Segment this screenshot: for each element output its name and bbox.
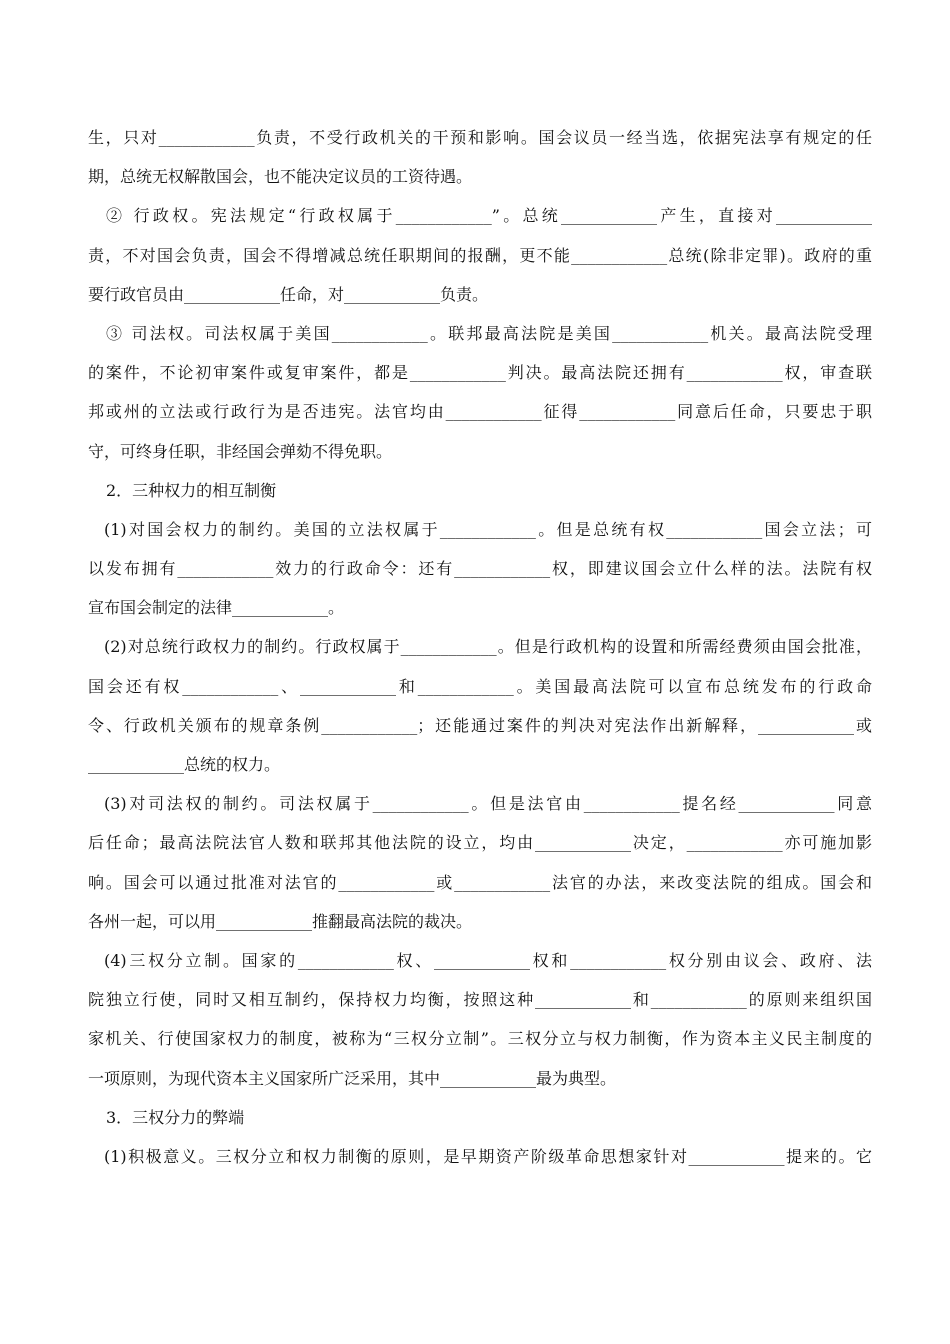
text-line: 一项原则，为现代资本主义国家所广泛采用，其中____________最为典型。 [88,1068,617,1088]
text-line: 责，不对国会负责，国会不得增减总统任职期间的报酬，更不能____________总统(除非定罪)。政府的重 [88,245,872,265]
text-line: (3)对司法权的制约。司法权属于____________。但是法官由____________提名经____________同意 [104,794,872,814]
text-line: 邦或州的立法或行政行为是否违宪。法官均由____________征得____________同意后任命，只要忠于职 [88,402,872,422]
text-line: 国会还有权____________、____________和____________。美国最高法院可以宣布总统发布的行政命 [88,676,872,696]
document-page [88,118,872,1176]
text-line: 要行政官员由____________任命，对____________负责。 [88,284,489,304]
text-line: 宣布国会制定的法律____________。 [88,598,345,618]
text-line: 各州一起，可以用____________推翻最高法院的裁决。 [88,911,473,931]
text-line: 令、行政机关颁布的规章条例____________；还能通过案件的判决对宪法作出新解释，____________或 [88,715,872,735]
text-line: (1)对国会权力的制约。美国的立法权属于____________。但是总统有权____________国会立法；可 [104,519,872,539]
text-line: 响。国会可以通过批准对法官的____________或____________法官的办法，来改变法院的组成。国会和 [88,872,872,892]
text-line: 家机关、行使国家权力的制度，被称为“三权分立制”。三权分立与权力制衡，作为资本主义民主制度的 [88,1029,872,1049]
section-heading: 2．三种权力的相互制衡 [106,480,277,500]
section-heading: 3．三权分力的弊端 [106,1107,245,1127]
text-line: 以发布拥有____________效力的行政命令：还有____________权，即建议国会立什么样的法。法院有权 [88,559,872,579]
text-line: ____________总统的权力。 [88,755,281,774]
text-line: ② 行政权。宪法规定“行政权属于____________”。总统____________产生，直接对____________ [106,206,872,226]
text-line: (4)三权分立制。国家的____________权、____________权和____________权分别由议会、政府、法 [104,950,872,970]
text-line: (2)对总统行政权力的制约。行政权属于____________。但是行政机构的设置和所需经费须由国会批准， [104,637,872,657]
text-line: 期，总统无权解散国会，也不能决定议员的工资待遇。 [88,167,473,187]
text-line: 的案件，不论初审案件或复审案件，都是____________判决。最高法院还拥有____________权，审查联 [88,363,872,383]
text-line: ③ 司法权。司法权属于美国____________。联邦最高法院是美国____________机关。最高法院受理 [106,323,872,343]
text-line: 生，只对____________负责，不受行政机关的干预和影响。国会议员一经当选，依据宪法享有规定的任 [88,128,872,147]
text-line: 后任命；最高法院法官人数和联邦其他法院的设立，均由____________决定，____________亦可施加影 [88,833,872,853]
text-line: 院独立行使，同时又相互制约，保持权力均衡，按照这种____________和____________的原则来组织国 [88,990,872,1010]
text-line: 守，可终身任职，非经国会弹劾不得免职。 [88,441,393,461]
text-line: (1)积极意义。三权分立和权力制衡的原则，是早期资产阶级革命思想家针对____________提来的。它 [104,1146,872,1166]
